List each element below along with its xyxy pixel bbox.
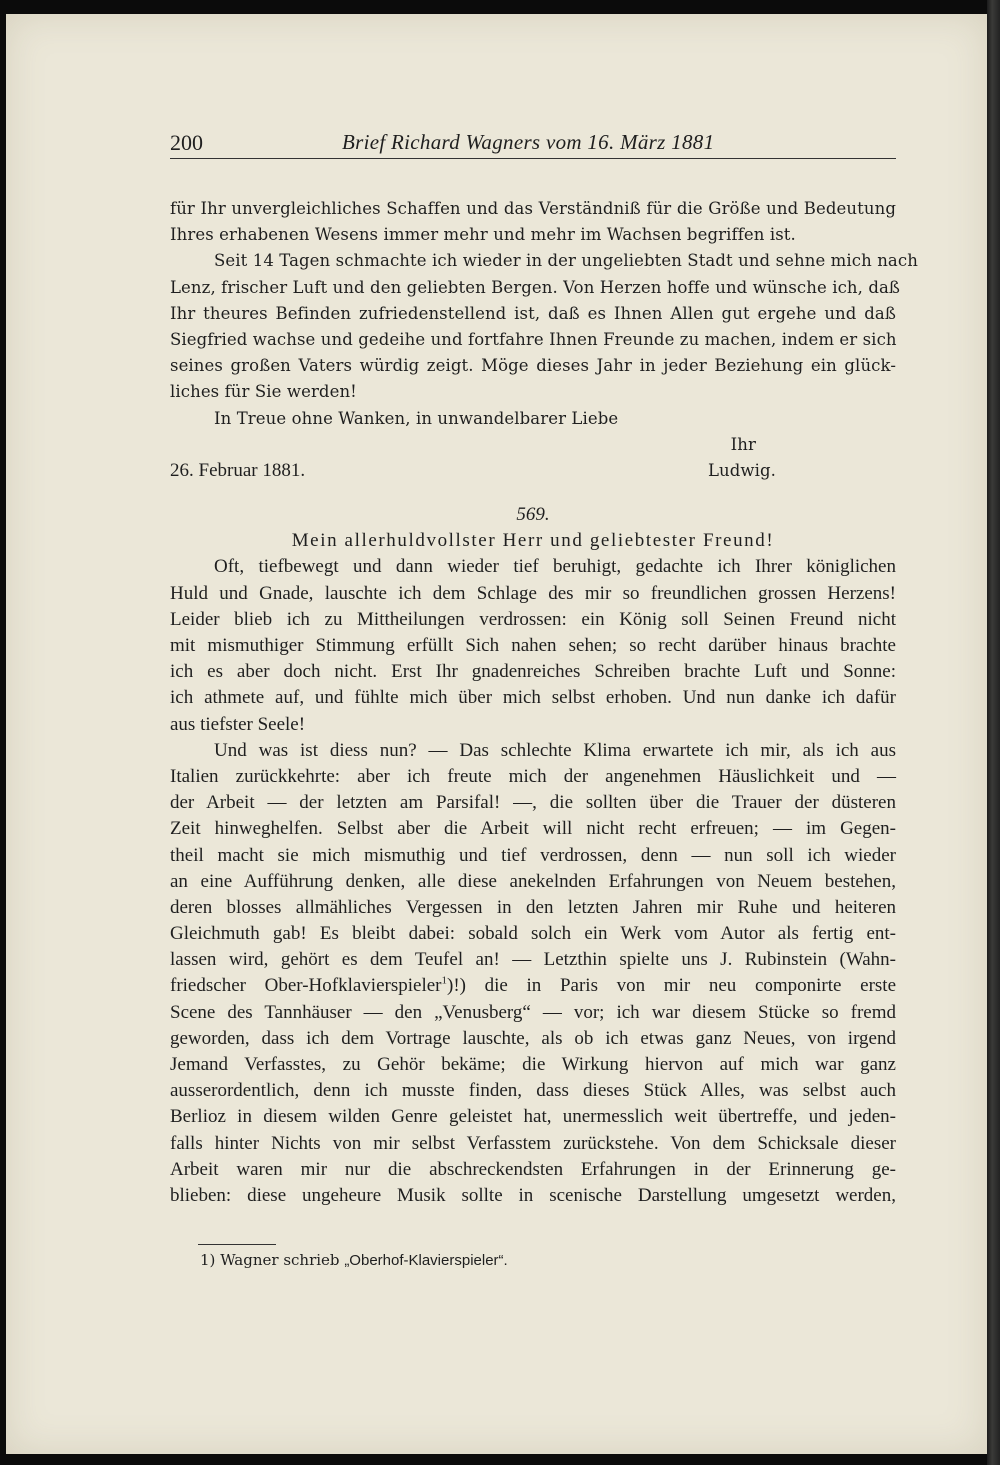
text-line: Zeit hinweghelfen. Selbst aber die Arbeit will nicht recht erfreuen; — im Gegen- [170, 818, 896, 840]
text-line: Und was ist diess nun? — Das schlechte Klima erwartete ich mir, als ich aus [214, 739, 896, 761]
text-line: ich es aber doch nicht. Erst Ihr gnadenreiches Schreiben brachte Luft und Sonne: [170, 661, 896, 683]
salutation: Mein allerhuldvollster Herr und geliebtester Freund! [291, 530, 775, 552]
page-number: 200 [170, 130, 203, 155]
footnote-text: Wagner schrieb [220, 1251, 340, 1269]
text-line: Berlioz in diesem wilden Genre geleistet hat, unermesslich weit übertreffe, und jeden- [170, 1106, 896, 1128]
text-line: lassen wird, gehört es dem Teufel an! — Letzthin spielte uns J. Rubinstein (Wahn- [170, 949, 896, 971]
text-line: an eine Aufführung denken, alle diese anekelnden Erfahrungen von Neuem bestehen, [170, 870, 896, 892]
text-line: ich athmete auf, und fühlte mich über mich selbst erhoben. Und nun danke ich dafür [170, 687, 896, 709]
text-line: Seit 14 Tagen schmachte ich wieder in der ungeliebten Stadt und sehne mich nach [214, 251, 918, 271]
text-line: deren blosses allmähliches Vergessen in den letzten Jahren mir Ruhe und heiteren [170, 896, 896, 918]
footnote-marker: 1) [200, 1251, 216, 1269]
footnote-reference: 1 [441, 975, 447, 988]
text-line: mit mismuthiger Stimmung erfüllt Sich nahen sehen; so recht darüber hinaus brachte [170, 635, 896, 656]
text-line: ausserordentlich, denn ich musste finden, dass dieses Stück Alles, was selbst auch [170, 1080, 896, 1102]
text-segment: friedscher Ober-Hofklavierspieler [170, 975, 442, 997]
text-line: blieben: diese ungeheure Musik sollte in scenische Darstellung umgesetzt werden, [170, 1184, 896, 1206]
text-line: theil macht sie mich mismuthig und tief verdrossen, denn — nun soll ich wieder [170, 844, 896, 866]
text-line: für Ihr unvergleichliches Schaffen und das Verständniß für die Größe und Bedeutung [170, 199, 896, 218]
letter-date: 26. Februar 1881. [170, 459, 306, 481]
page-header [170, 130, 896, 159]
text-line: Scene des Tannhäuser — den „Venusberg“ — vor; ich war diesem Stücke so fremd [170, 1001, 896, 1023]
ludwig-letter [170, 196, 918, 484]
footnote-divider [198, 1244, 276, 1245]
text-line: Siegfried wachse und gedeihe und fortfahre Ihnen Freunde zu machen, indem er sich [170, 329, 897, 349]
text-line: Arbeit waren mir nur die abschreckendsten Erfahrungen in der Erinnerung ge- [170, 1158, 896, 1180]
text-line: Gleichmuth gab! Es bleibt dabei: sobald solch ein Werk vom Autor als fertig ent- [170, 923, 896, 945]
date-signature-row [170, 458, 896, 484]
wagner-letter [170, 528, 896, 1209]
text-line: liches für Sie werden! [170, 382, 357, 402]
footnote-quote: „Oberhof-Klavierspieler“. [344, 1252, 508, 1269]
text-line: Ihres erhabenen Wesens immer mehr und mehr im Wachsen begriffen ist. [170, 225, 796, 245]
signature-ihr: Ihr [730, 434, 756, 454]
running-title: Brief Richard Wagners vom 16. März 1881 [342, 130, 715, 154]
text-line: Jemand Verfasstes, zu Gehör bekäme; die Wirkung hiervon auf mich war ganz [170, 1054, 896, 1075]
text-line: Ihr theures Befinden zufriedenstellend ist, daß es Ihnen Allen gut ergehe und daß [170, 303, 896, 323]
text-line: Huld und Gnade, lauschte ich dem Schlage des mir so freundlichen grossen Herzens! [170, 582, 896, 604]
page-body [170, 196, 918, 1209]
text-line: seines großen Vaters würdig zeigt. Möge dieses Jahr in jeder Beziehung ein glück- [170, 356, 896, 376]
text-line-with-footnote [170, 973, 896, 999]
text-line: falls hinter Nichts von mir selbst Verfasstem zurückstehe. Von dem Schicksale dieser [170, 1132, 896, 1154]
text-line: Oft, tiefbewegt und dann wieder tief beruhigt, gedachte ich Ihrer königlichen [214, 556, 896, 578]
text-line: der Arbeit — der letzten am Parsifal! —, die sollten über die Trauer der düsteren [170, 792, 896, 814]
text-line: aus tiefster Seele! [170, 713, 306, 735]
footnote [200, 1248, 508, 1273]
text-line: Leider blieb ich zu Mittheilungen verdrossen: ein König soll Seinen Freund nicht [170, 608, 896, 630]
text-line: Italien zurückkehrte: aber ich freute mich der angenehmen Häuslichkeit und — [170, 765, 896, 787]
letter-number: 569. [516, 504, 550, 526]
text-line: geworden, dass ich dem Vortrage lauschte, als ob ich etwas ganz Neues, von irgend [170, 1027, 896, 1049]
text-segment: )!) die in Paris von mir neu componirte erste [447, 975, 897, 997]
closing-line: In Treue ohne Wanken, in unwandelbarer Liebe [214, 408, 619, 428]
page-edge [987, 0, 1000, 1465]
signature-name: Ludwig. [707, 460, 776, 480]
text-line: Lenz, frischer Luft und den geliebten Bergen. Von Herzen hoffe und wünsche ich, daß [170, 277, 901, 297]
